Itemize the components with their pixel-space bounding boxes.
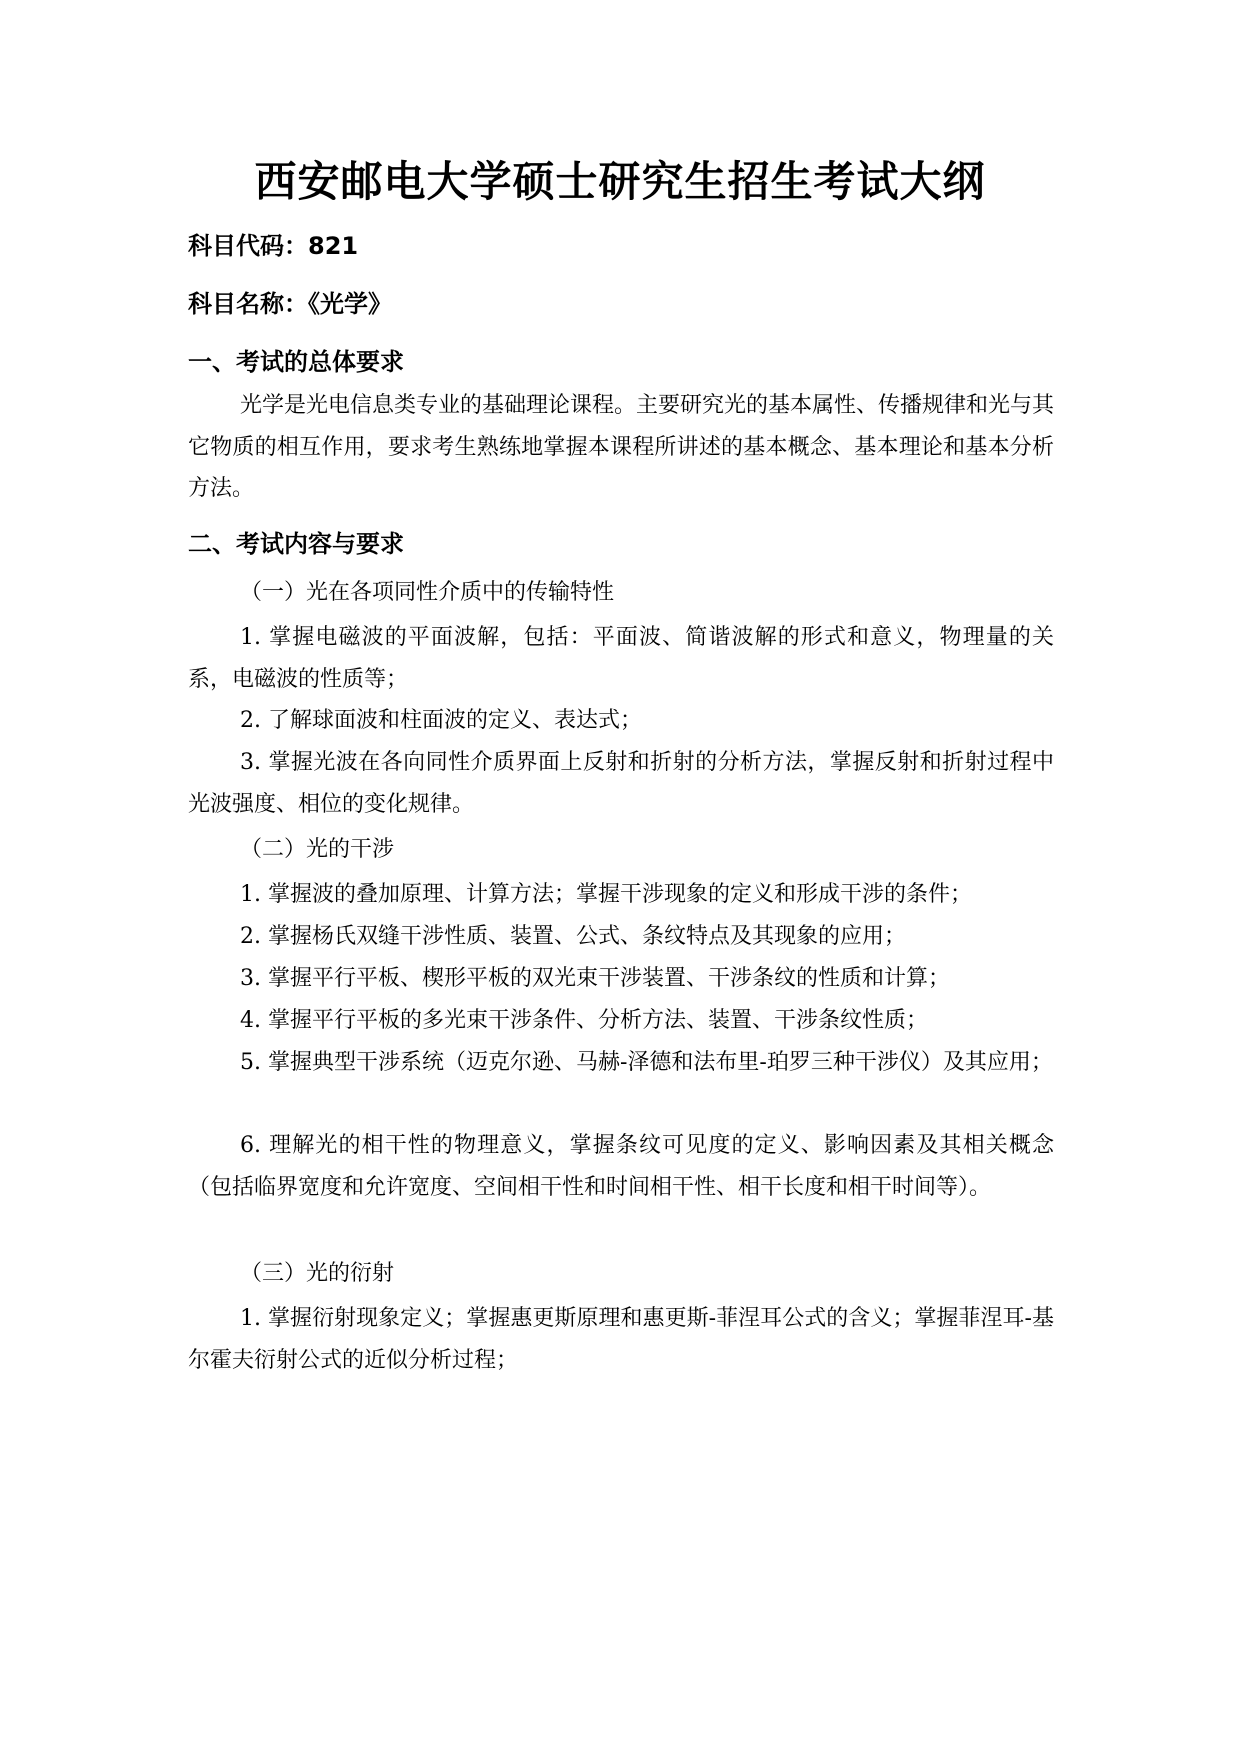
document-title: 西安邮电大学硕士研究生招生考试大纲: [254, 157, 986, 206]
subject-code-line: [188, 228, 358, 264]
subsection-heading-diffraction: （三）光的衍射: [240, 1261, 395, 1286]
list-item: 4. 掌握平行平板的多光束干涉条件、分析方法、装置、干涉条纹性质；: [240, 1008, 928, 1033]
list-item: 6. 理解光的相干性的物理意义，掌握条纹可见度的定义、影响因素及其相关概念（包括临界宽度和允许宽度、空间相干性和时间相干性、相干长度和相干时间等）。: [188, 1133, 1054, 1200]
subject-name-line: [188, 286, 392, 322]
list-item: 1. 掌握衍射现象定义；掌握惠更斯原理和惠更斯-菲涅耳公式的含义；掌握菲涅耳-基尔霍夫衍射公式的近似分析过程；: [188, 1306, 1054, 1373]
subject-name-value: 《光学》: [308, 290, 392, 318]
list-item: 3. 掌握平行平板、楔形平板的双光束干涉装置、干涉条纹的性质和计算；: [240, 966, 950, 991]
subject-name-label: 科目名称：: [188, 290, 308, 318]
section-heading-general-requirements: 一、考试的总体要求: [188, 348, 404, 376]
subject-code-value: 821: [308, 232, 359, 260]
list-item: 5. 掌握典型干涉系统（迈克尔逊、马赫-泽德和法布里-珀罗三种干涉仪）及其应用；: [240, 1050, 1053, 1075]
subsection-heading-interference: （二）光的干涉: [240, 837, 395, 862]
general-requirements-paragraph: 光学是光电信息类专业的基础理论课程。主要研究光的基本属性、传播规律和光与其它物质的相互作用，要求考生熟练地掌握本课程所讲述的基本概念、基本理论和基本分析方法。: [188, 393, 1055, 501]
subsection-heading-propagation: （一）光在各项同性介质中的传输特性: [240, 580, 615, 605]
list-item: 3. 掌握光波在各向同性介质界面上反射和折射的分析方法，掌握反射和折射过程中光波强度、相位的变化规律。: [188, 750, 1054, 817]
list-item: 2. 了解球面波和柱面波的定义、表达式；: [240, 708, 642, 733]
section-heading-exam-content: 二、考试内容与要求: [188, 530, 404, 558]
list-item: 1. 掌握电磁波的平面波解，包括：平面波、简谐波解的形式和意义，物理量的关系，电磁波的性质等；: [188, 625, 1054, 692]
subject-code-label: 科目代码：: [188, 232, 308, 260]
list-item: 2. 掌握杨氏双缝干涉性质、装置、公式、条纹特点及其现象的应用；: [240, 924, 906, 949]
list-item: 1. 掌握波的叠加原理、计算方法；掌握干涉现象的定义和形成干涉的条件；: [240, 882, 972, 907]
